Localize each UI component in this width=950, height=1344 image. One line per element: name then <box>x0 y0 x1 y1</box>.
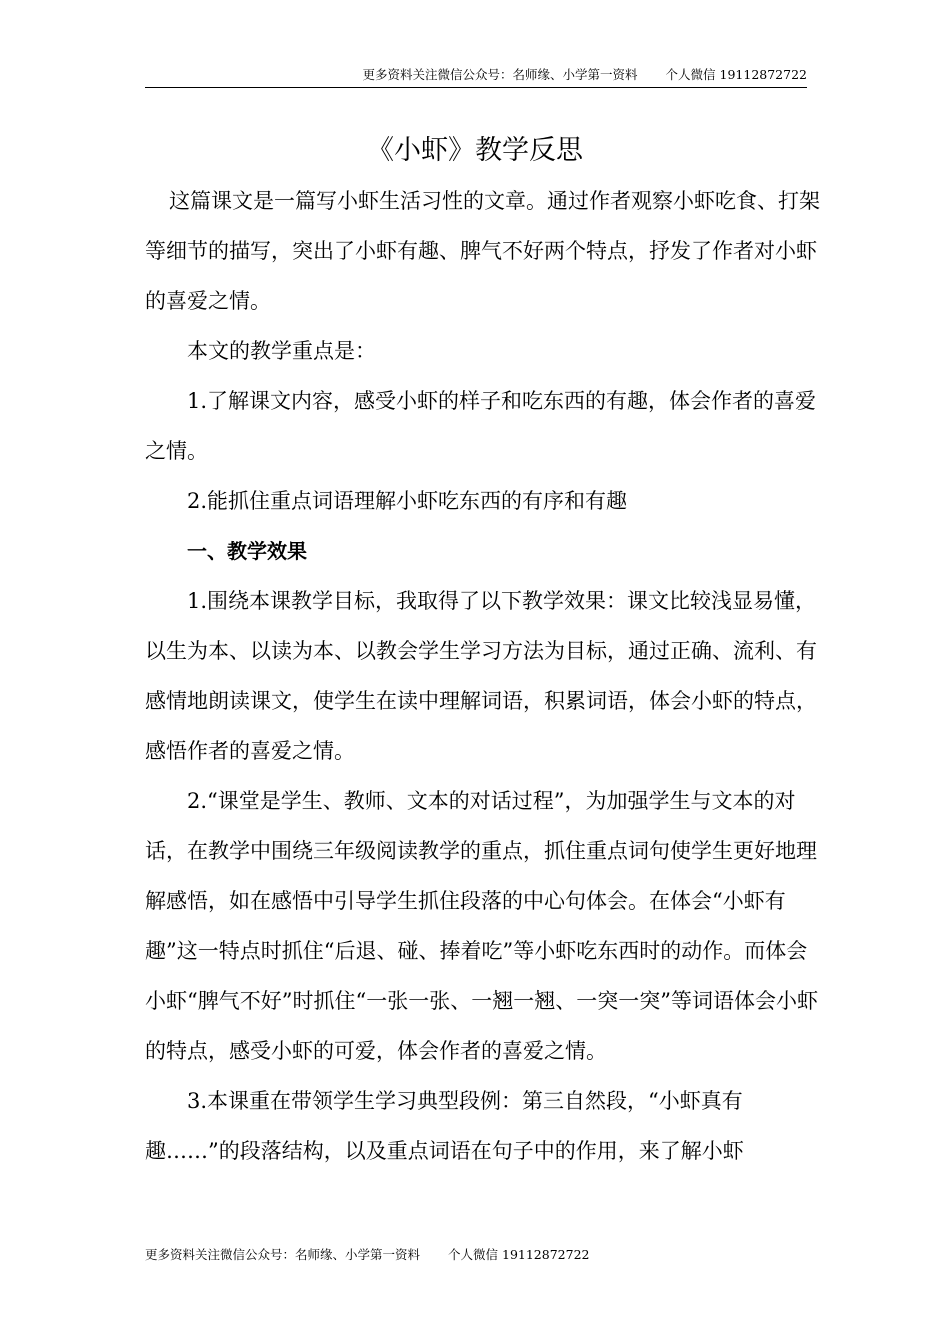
document-body <box>145 176 825 1176</box>
header-contact-text: 个人微信 19112872722 <box>665 67 807 82</box>
focus-item-1: 1.了解课文内容，感受小虾的样子和吃东西的有趣，体会作者的喜爱之情。 <box>145 389 817 463</box>
effect-paragraph-3: 3.本课重在带领学生学习典型段例：第三自然段，“小虾真有趣……”的段落结构，以及重点词语在句子中的作用，来了解小虾 <box>145 1089 744 1163</box>
section-heading: 一、教学效果 <box>187 539 307 563</box>
header-source-text: 更多资料关注微信公众号：名师缘、小学第一资料 <box>362 67 638 82</box>
focus-item-2: 2.能抓住重点词语理解小虾吃东西的有序和有趣 <box>187 489 628 513</box>
footer-contact-text: 个人微信 19112872722 <box>448 1247 590 1262</box>
page-header <box>145 66 807 88</box>
page-footer <box>145 1246 589 1264</box>
effect-paragraph-1: 1.围绕本课教学目标，我取得了以下教学效果：课文比较浅显易懂，以生为本、以读为本、以教会学生学习方法为目标，通过正确、流利、有感情地朗读课文，使学生在读中理解词语，积累词语，体会小虾的特点，感悟作者的喜爱之情。 <box>145 589 817 763</box>
effect-paragraph-2: 2.“课堂是学生、教师、文本的对话过程”，为加强学生与文本的对话，在教学中围绕三年级阅读教学的重点，抓住重点词句使学生更好地理解感悟，如在感悟中引导学生抓住段落的中心句体会。在体会“小虾有趣”这一特点时抓住“后退、碰、捧着吃”等小虾吃东西时的动作。而体会小虾“脾气不好”时抓住“一张一张、一翘一翘、一突一突”等词语体会小虾的特点，感受小虾的可爱，体会作者的喜爱之情。 <box>145 789 818 1063</box>
document-title: 《小虾》教学反思 <box>367 135 583 166</box>
footer-source-text: 更多资料关注微信公众号：名师缘、小学第一资料 <box>145 1247 421 1262</box>
focus-label: 本文的教学重点是： <box>187 339 376 363</box>
intro-paragraph: 这篇课文是一篇写小虾生活习性的文章。通过作者观察小虾吃食、打架等细节的描写，突出了小虾有趣、脾气不好两个特点，抒发了作者对小虾的喜爱之情。 <box>145 189 820 313</box>
